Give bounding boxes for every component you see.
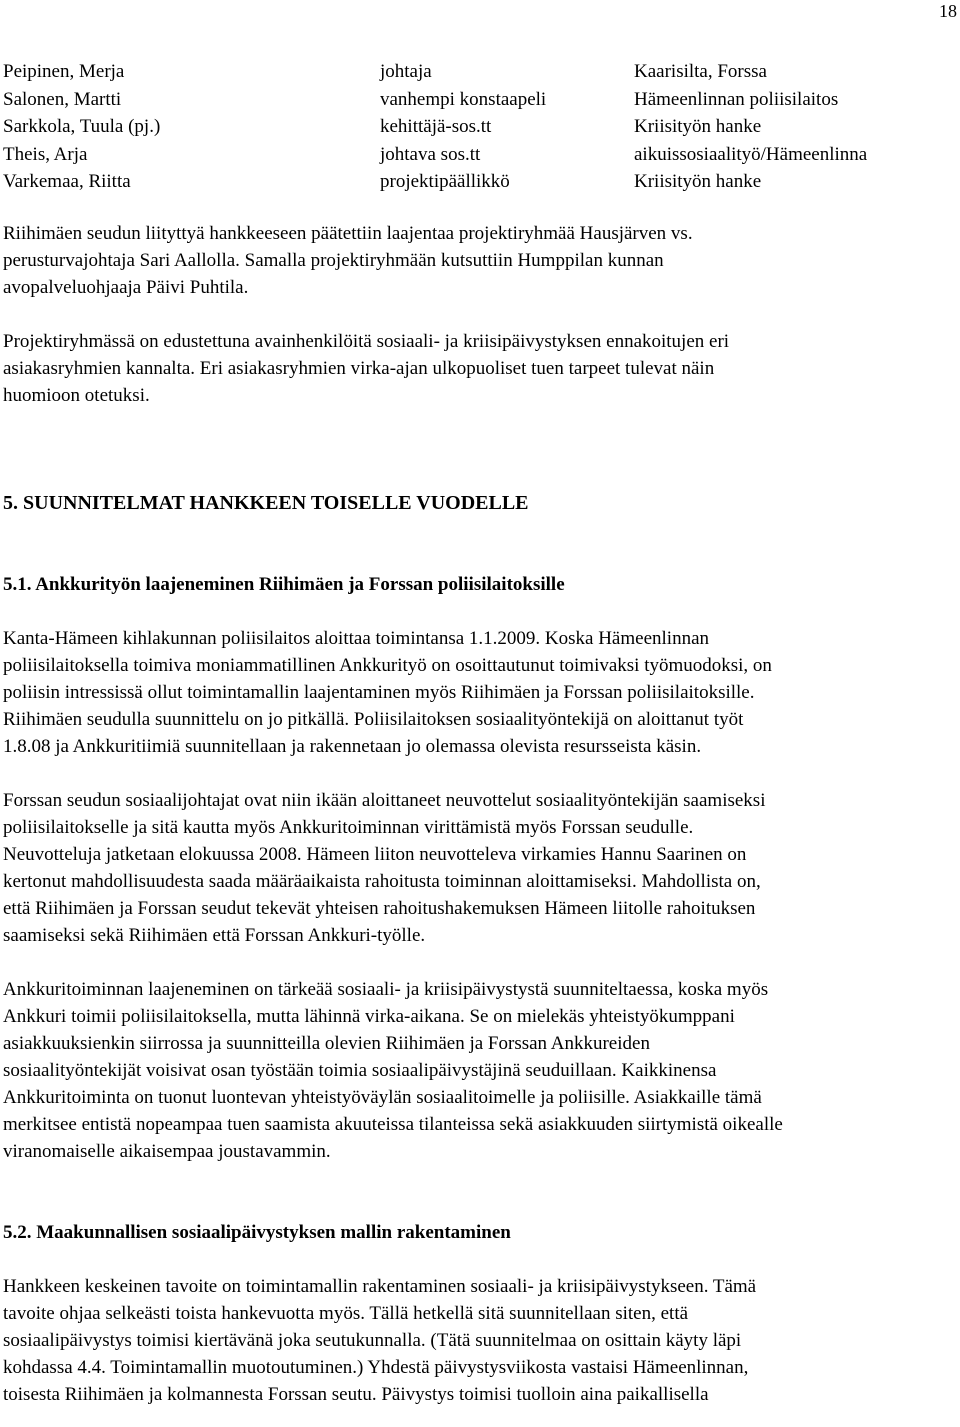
member-role: kehittäjä-sos.tt xyxy=(380,116,492,137)
text-line: poliisilaitoksella toimiva moniammatillinen Ankkurityö on osoittautunut toimivaksi työmuodoksi, on xyxy=(3,655,772,676)
text-line: saamiseksi sekä Riihimäen että Forssan Ankkuri-työlle. xyxy=(3,925,426,946)
text-line: merkitsee entistä nopeampaa tuen saamista akuuteissa tilanteissa sekä asiakkuuden siirtymistä oikealle xyxy=(3,1114,783,1135)
member-organization: aikuissosiaalityö/Hämeenlinna xyxy=(634,143,868,165)
project-group-member-list xyxy=(3,58,943,196)
intro-paragraph-group-expansion xyxy=(3,220,953,301)
text-line: Neuvotteluja jatketaan elokuussa 2008. Hämeen liiton neuvotteleva virkamies Hannu Saarinen on xyxy=(3,844,747,865)
page-number: 18 xyxy=(939,1,957,21)
member-row xyxy=(3,58,943,86)
member-row xyxy=(3,86,943,114)
text-line: poliisin intressissä ollut toimintamallin laajentaminen myös Riihimäen ja Forssan poliisilaitoksille. xyxy=(3,682,755,703)
text-line: Ankkuri toimii poliisilaitoksella, mutta lähinnä virka-aikana. Se on mielekäs yhteistyökumppani xyxy=(3,1006,735,1027)
intro-paragraph-representation xyxy=(3,328,953,409)
text-line: huomioon otetuksi. xyxy=(3,385,150,406)
text-line: sosiaalipäivystys toimisi kiertävänä joka seutukunnalla. (Tätä suunnitelmaa on osittain käyty läpi xyxy=(3,1330,742,1351)
text-line: kertonut mahdollisuudesta saada määräaikaista rahoitusta toiminnan aloittamiseksi. Mahdollista on, xyxy=(3,871,761,892)
section-5-1-heading: 5.1. Ankkurityön laajeneminen Riihimäen ja Forssan poliisilaitoksille xyxy=(3,574,565,595)
text-line: avopalveluohjaaja Päivi Puhtila. xyxy=(3,277,249,298)
member-role: johtaja xyxy=(380,61,432,82)
member-role: projektipäällikkö xyxy=(380,171,510,192)
member-name: Theis, Arja xyxy=(3,143,88,165)
text-line: poliisilaitokselle ja sitä kautta myös Ankkuritoiminnan virittämistä myös Forssan seudulle. xyxy=(3,817,694,838)
text-line: Ankkuritoiminta on tuonut luontevan yhteistyöväylän sosiaalitoimelle ja poliisille. Asiakkaille tämä xyxy=(3,1087,762,1108)
member-organization: Kriisityön hanke xyxy=(634,171,762,192)
text-line: sosiaalityöntekijät voisivat osan työstään toimia sosiaalipäivystäjinä seuduillaan. Kaikkinensa xyxy=(3,1060,717,1081)
text-line: Hankkeen keskeinen tavoite on toimintamallin rakentaminen sosiaali- ja kriisipäivystykseen. Tämä xyxy=(3,1276,757,1297)
member-organization: Kaarisilta, Forssa xyxy=(634,61,767,82)
member-name: Sarkkola, Tuula (pj.) xyxy=(3,116,161,137)
member-name: Salonen, Martti xyxy=(3,88,122,110)
section-5-2-heading: 5.2. Maakunnallisen sosiaalipäivystyksen mallin rakentaminen xyxy=(3,1222,511,1243)
section-5-1-paragraph xyxy=(3,625,953,760)
text-line: Ankkuritoiminnan laajeneminen on tärkeää sosiaali- ja kriisipäivystystä suunniteltaessa, koska myös xyxy=(3,979,769,1000)
member-row xyxy=(3,141,943,169)
member-organization: Kriisityön hanke xyxy=(634,116,762,137)
text-line: Forssan seudun sosiaalijohtajat ovat niin ikään aloittaneet neuvottelut sosiaalityöntekijän saamiseksi xyxy=(3,790,766,811)
text-line: asiakasryhmien kannalta. Eri asiakasryhmien virka-ajan ulkopuoliset tuen tarpeet tulevat näin xyxy=(3,358,715,379)
text-line: 1.8.08 ja Ankkuritiimiä suunnitellaan ja rakennetaan jo olemassa olevista resursseista käsin. xyxy=(3,736,702,757)
text-line: tavoite ohjaa selkeästi toista hankevuotta myös. Tällä hetkellä sitä suunnitellaan siten, että xyxy=(3,1303,689,1324)
text-line: perusturvajohtaja Sari Aallolla. Samalla projektiryhmään kutsuttiin Humppilan kunnan xyxy=(3,250,664,271)
text-line: asiakkuuksienkin siirrossa ja suunnitteilla olevien Riihimäen ja Forssan Ankkureiden xyxy=(3,1033,650,1054)
document-body xyxy=(3,220,953,1408)
text-line: kohdassa 4.4. Toimintamallin muotoutuminen.) Yhdestä päivystysviikosta vastaisi Hämeenlinnan, xyxy=(3,1357,749,1378)
section-5-heading: 5. SUUNNITELMAT HANKKEEN TOISELLE VUODELLE xyxy=(3,492,529,514)
text-line: että Riihimäen ja Forssan seudut tekevät yhteisen rahoitushakemuksen Hämeen liitolle rahoituksen xyxy=(3,898,756,919)
member-organization: Hämeenlinnan poliisilaitos xyxy=(634,88,839,110)
member-name: Peipinen, Merja xyxy=(3,61,125,82)
text-line: Riihimäen seudun liityttyä hankkeeseen päätettiin laajentaa projektiryhmää Hausjärven vs. xyxy=(3,223,693,244)
section-5-1-paragraph xyxy=(3,787,953,949)
section-5-1-paragraph xyxy=(3,976,953,1165)
member-role: johtava sos.tt xyxy=(380,143,481,165)
text-line: viranomaiselle aikaisempaa joustavammin. xyxy=(3,1141,331,1162)
text-line: Kanta-Hämeen kihlakunnan poliisilaitos aloittaa toimintansa 1.1.2009. Koska Hämeenlinnan xyxy=(3,628,709,649)
member-row xyxy=(3,113,943,141)
member-row xyxy=(3,168,943,196)
member-role: vanhempi konstaapeli xyxy=(380,88,547,110)
member-name: Varkemaa, Riitta xyxy=(3,171,131,192)
text-line: Projektiryhmässä on edustettuna avainhenkilöitä sosiaali- ja kriisipäivystyksen ennakoitujen eri xyxy=(3,331,730,352)
section-5-2-paragraph xyxy=(3,1273,953,1408)
text-line: Riihimäen seudulla suunnittelu on jo pitkällä. Poliisilaitoksen sosiaalityöntekijä on aloittanut työt xyxy=(3,709,744,730)
text-line: toisesta Riihimäen ja kolmannesta Forssan seutu. Päivystys toimisi tuolloin aina paikallisella xyxy=(3,1384,709,1405)
